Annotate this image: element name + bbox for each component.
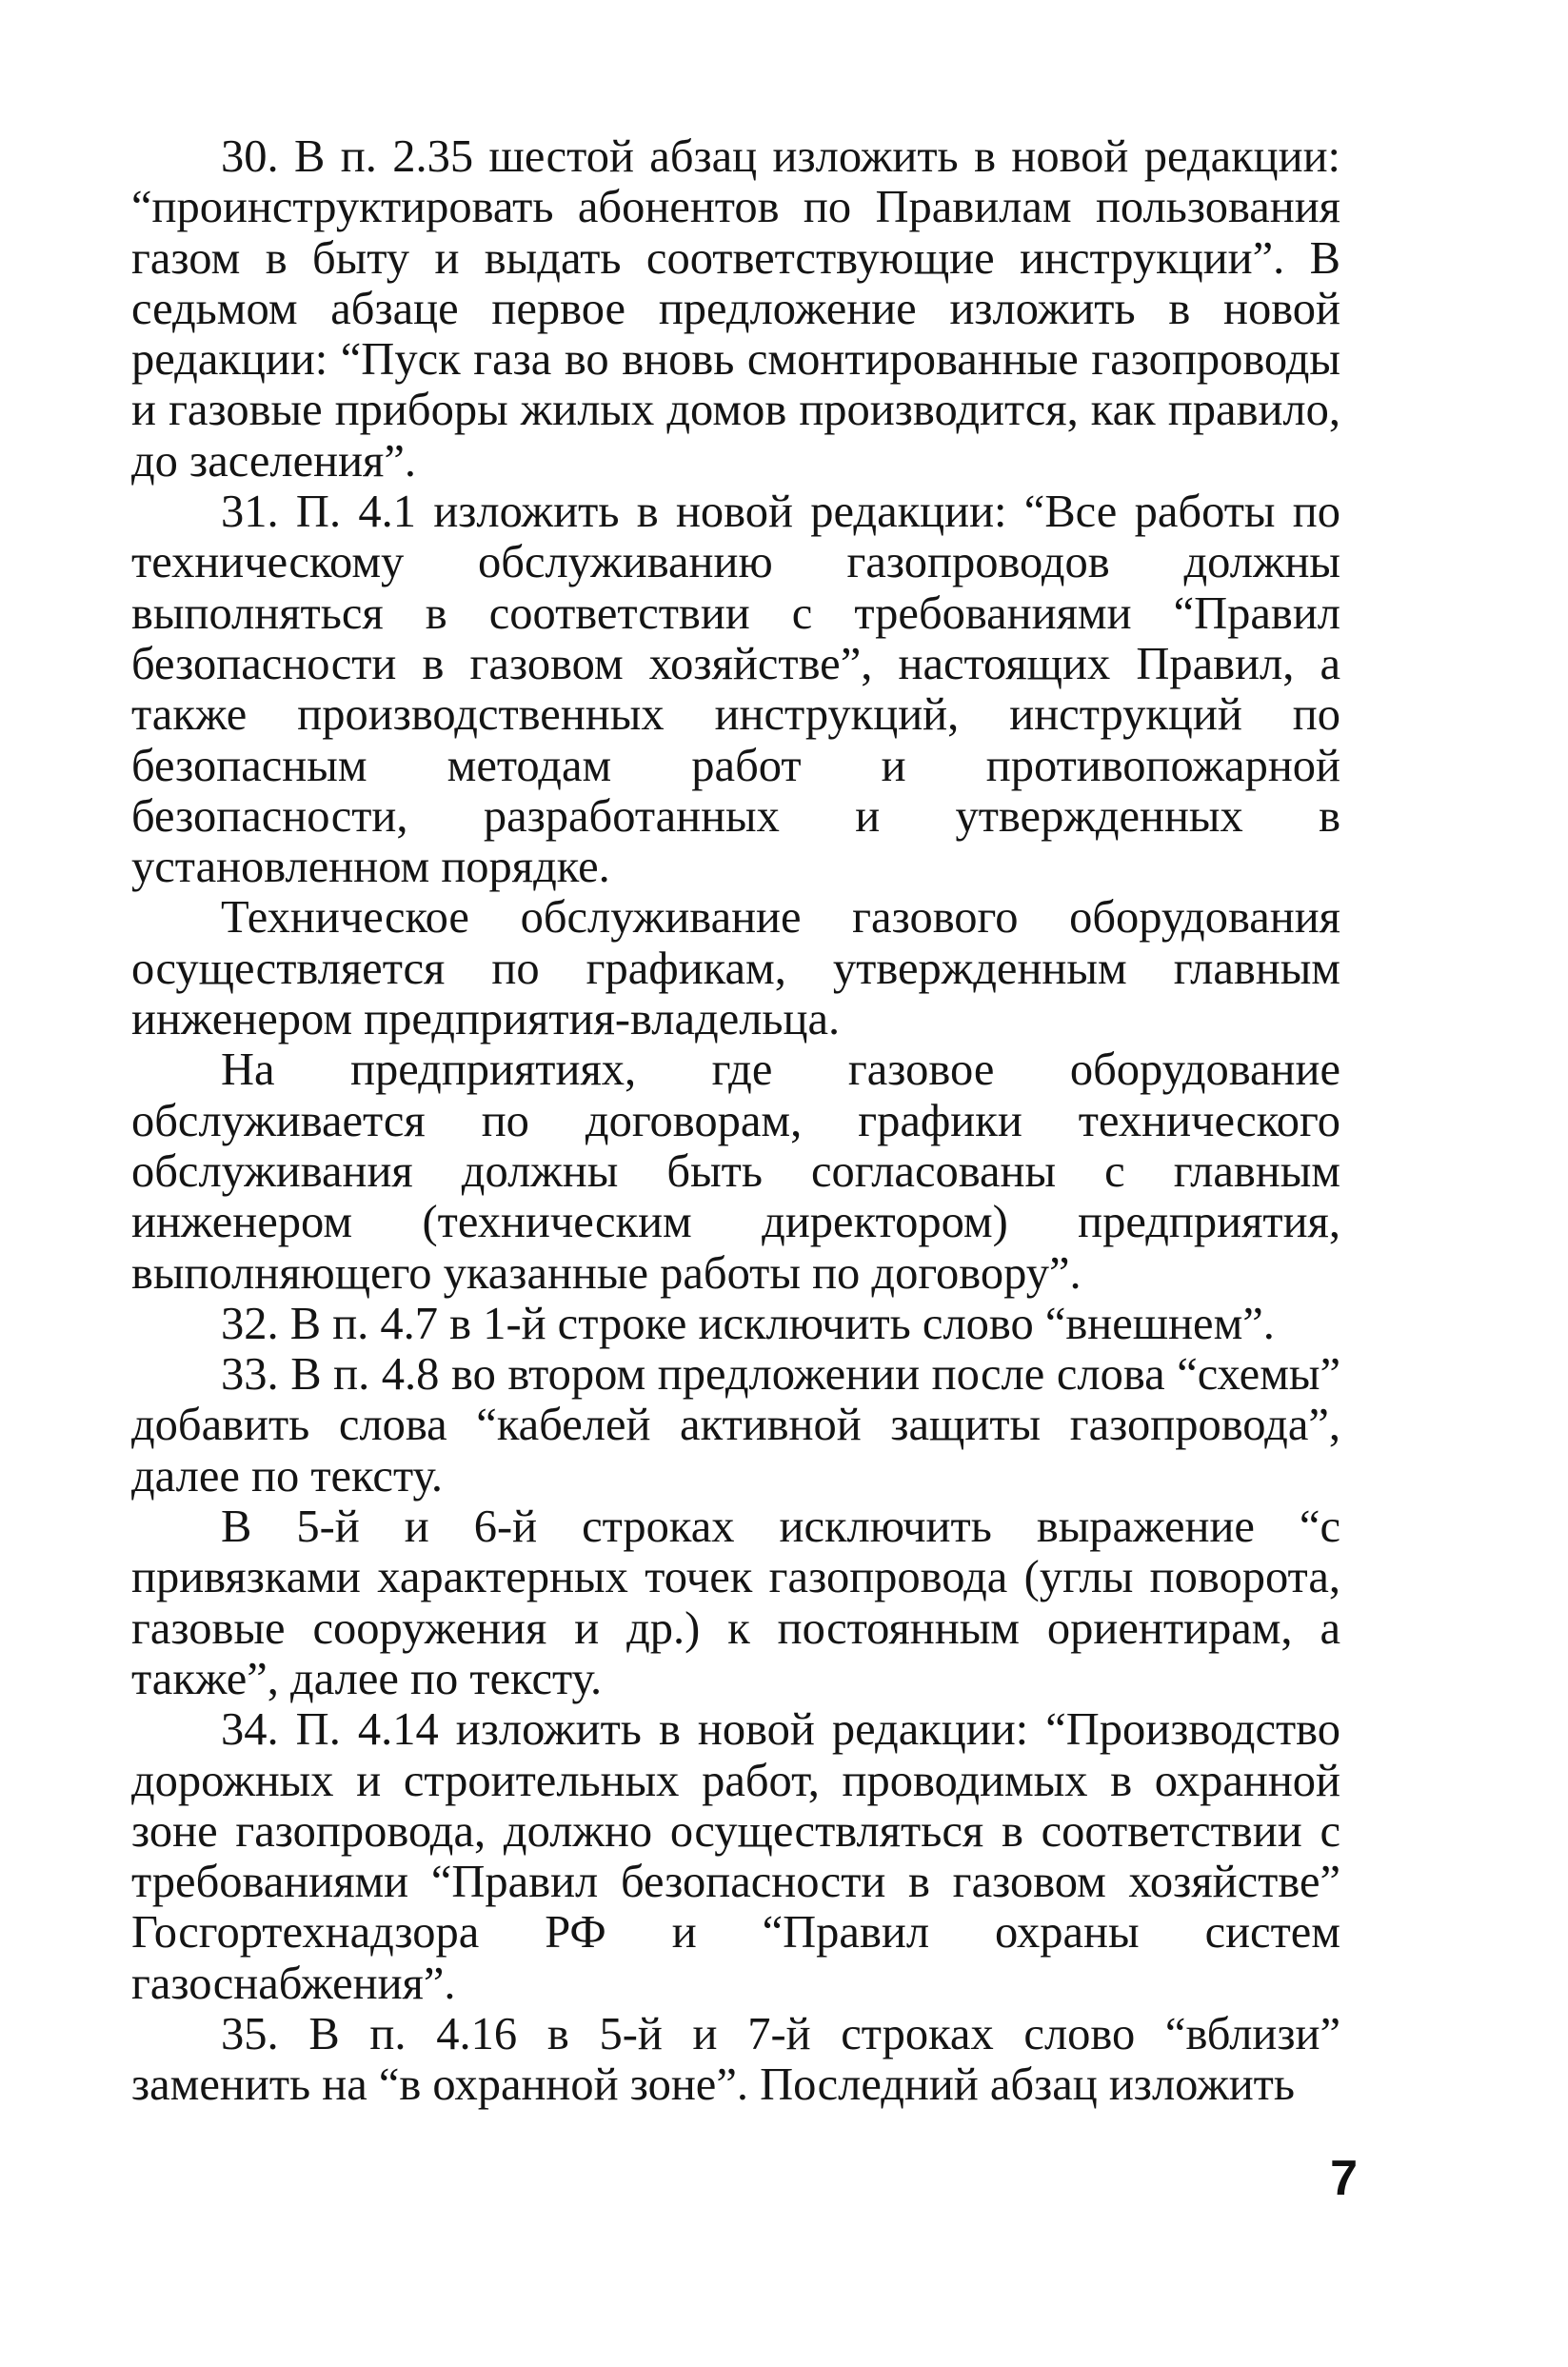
paragraph-item-35: 35. В п. 4.16 в 5-й и 7-й строках слово “вблизи” заменить на “в охранной зоне”. Последний абзац изложить (131, 2008, 1340, 2111)
paragraph-item-31: 31. П. 4.1 изложить в новой редакции: “Все работы по техническому обслуживанию газопроводов должны выполняться в соответствии с требованиями “Правил безопасности в газовом хозяйстве”, настоящих Правил, а также производственных инструкций, инструкций по безопасным методам работ и противопожарной безопасности, разработанных и утвержденных в установленном порядке. (131, 487, 1340, 893)
paragraph-item-30: 30. В п. 2.35 шестой абзац изложить в новой редакции: “проинструктировать абонентов по Правилам пользования газом в быту и выдать соответствующие инструкции”. В седьмом абзаце первое предложение изложить в новой редакции: “Пуск газа во вновь смонтированные газопроводы и газовые приборы жилых домов производится, как правило, до заселения”. (131, 131, 1340, 487)
paragraph-item-32: 32. В п. 4.7 в 1-й строке исключить слово “внешнем”. (221, 1298, 1275, 1349)
document-body (131, 131, 1340, 2111)
page-number: 7 (1330, 2151, 1358, 2206)
paragraph-item-33-lines: В 5-й и 6-й строках исключить выражение “с привязками характерных точек газопровода (углы поворота, газовые сооружения и др.) к постоянным ориентирам, а также”, далее по тексту. (131, 1502, 1340, 1704)
paragraph-item-34: 34. П. 4.14 изложить в новой редакции: “Производство дорожных и строительных работ, проводимых в охранной зоне газопровода, должно осуществляться в соответствии с требованиями “Правил безопасности в газовом хозяйстве” Госгортехнадзора РФ и “Правил охраны систем газоснабжения”. (131, 1704, 1340, 2009)
paragraph-maintenance-schedule: Техническое обслуживание газового оборудования осуществляется по графикам, утвержденным главным инженером предприятия-владельца. (131, 892, 1340, 1045)
paragraph-contract-schedules: На предприятиях, где газовое оборудование обслуживается по договорам, графики технического обслуживания должны быть согласованы с главным инженером (техническим директором) предприятия, выполняющего указанные работы по договору”. (131, 1044, 1340, 1299)
paragraph-item-33: 33. В п. 4.8 во втором предложении после слова “схемы” добавить слова “кабелей активной защиты газопровода”, далее по тексту. (131, 1349, 1340, 1502)
